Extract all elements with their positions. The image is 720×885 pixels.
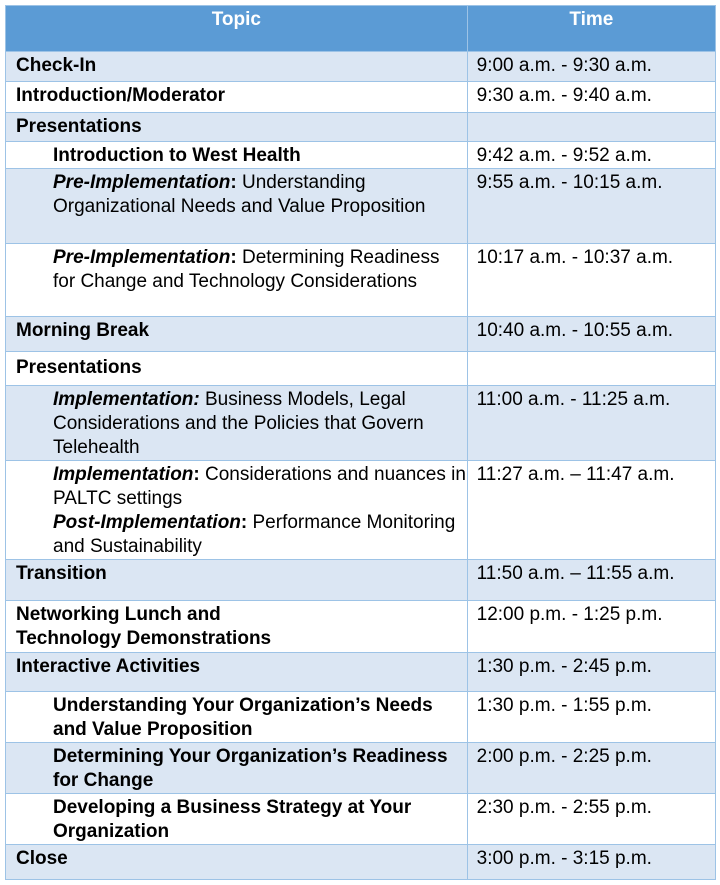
time-cell: 9:55 a.m. - 10:15 a.m. xyxy=(467,169,715,244)
topic-cell xyxy=(6,244,468,317)
phase-label: Implementation: xyxy=(53,389,200,410)
time-cell: 12:00 p.m. - 1:25 p.m. xyxy=(467,601,715,653)
table-row xyxy=(6,317,716,352)
time-cell: 1:30 p.m. - 1:55 p.m. xyxy=(467,692,715,743)
topic-cell xyxy=(6,169,468,244)
topic-text: Understanding Organizational Needs and Value Proposition xyxy=(53,172,426,217)
time-cell: 11:00 a.m. - 11:25 a.m. xyxy=(467,386,715,461)
topic-cell: Introduction to West Health xyxy=(6,142,468,169)
topic-cell: Presentations xyxy=(6,352,468,386)
time-cell: 9:42 a.m. - 9:52 a.m. xyxy=(467,142,715,169)
table-row xyxy=(6,352,716,386)
topic-cell: Understanding Your Organization’s Needs and Value Proposition xyxy=(6,692,468,743)
table-row xyxy=(6,653,716,692)
table-row xyxy=(6,82,716,113)
topic-cell: Presentations xyxy=(6,113,468,142)
table-row xyxy=(6,461,716,560)
topic-cell: Determining Your Organization’s Readiness for Change xyxy=(6,743,468,794)
topic-text: Determining Readiness for Change and Technology Considerations xyxy=(53,247,440,292)
time-cell: 9:00 a.m. - 9:30 a.m. xyxy=(467,52,715,82)
topic-cell xyxy=(6,386,468,461)
topic-cell: Introduction/Moderator xyxy=(6,82,468,113)
topic-text: Networking Lunch and xyxy=(16,604,221,625)
table-row xyxy=(6,743,716,794)
time-cell: 2:30 p.m. - 2:55 p.m. xyxy=(467,794,715,845)
topic-text: Performance Monitoring and Sustainability xyxy=(53,512,456,557)
time-header: Time xyxy=(467,6,715,52)
table-row xyxy=(6,169,716,244)
table-row xyxy=(6,692,716,743)
topic-cell: Interactive Activities xyxy=(6,653,468,692)
time-cell xyxy=(467,113,715,142)
topic-cell: Close xyxy=(6,845,468,880)
time-cell: 11:27 a.m. – 11:47 a.m. xyxy=(467,461,715,560)
phase-separator: : xyxy=(240,512,248,533)
phase-separator: : xyxy=(193,464,200,485)
topic-cell: Transition xyxy=(6,560,468,601)
phase-label: Pre-Implementation xyxy=(53,247,231,268)
time-cell: 10:40 a.m. - 10:55 a.m. xyxy=(467,317,715,352)
phase-label: Pre-Implementation xyxy=(53,172,231,193)
topic-cell xyxy=(6,461,468,560)
agenda-table xyxy=(5,5,716,880)
phase-separator: : xyxy=(230,172,237,193)
topic-cell: Morning Break xyxy=(6,317,468,352)
topic-header: Topic xyxy=(6,6,468,52)
header-row xyxy=(6,6,716,52)
table-row xyxy=(6,386,716,461)
time-cell: 10:17 a.m. - 10:37 a.m. xyxy=(467,244,715,317)
time-cell: 11:50 a.m. – 11:55 a.m. xyxy=(467,560,715,601)
table-row xyxy=(6,113,716,142)
time-cell: 1:30 p.m. - 2:45 p.m. xyxy=(467,653,715,692)
table-row xyxy=(6,601,716,653)
topic-cell: Developing a Business Strategy at Your Organization xyxy=(6,794,468,845)
topic-cell: Check-In xyxy=(6,52,468,82)
time-cell xyxy=(467,352,715,386)
table-row xyxy=(6,52,716,82)
table-row xyxy=(6,845,716,880)
time-cell: 3:00 p.m. - 3:15 p.m. xyxy=(467,845,715,880)
phase-label: Implementation xyxy=(53,464,194,485)
table-row xyxy=(6,560,716,601)
topic-text: Considerations and nuances in PALTC settings xyxy=(53,464,466,509)
topic-cell xyxy=(6,601,468,653)
phase-separator: : xyxy=(230,247,237,268)
table-row xyxy=(6,794,716,845)
topic-text: Technology Demonstrations xyxy=(16,628,272,649)
time-cell: 9:30 a.m. - 9:40 a.m. xyxy=(467,82,715,113)
table-row xyxy=(6,142,716,169)
phase-label: Post-Implementation xyxy=(53,512,241,533)
time-cell: 2:00 p.m. - 2:25 p.m. xyxy=(467,743,715,794)
topic-text: Business Models, Legal Considerations and the Policies that Govern Telehealth xyxy=(53,389,424,458)
table-row xyxy=(6,244,716,317)
